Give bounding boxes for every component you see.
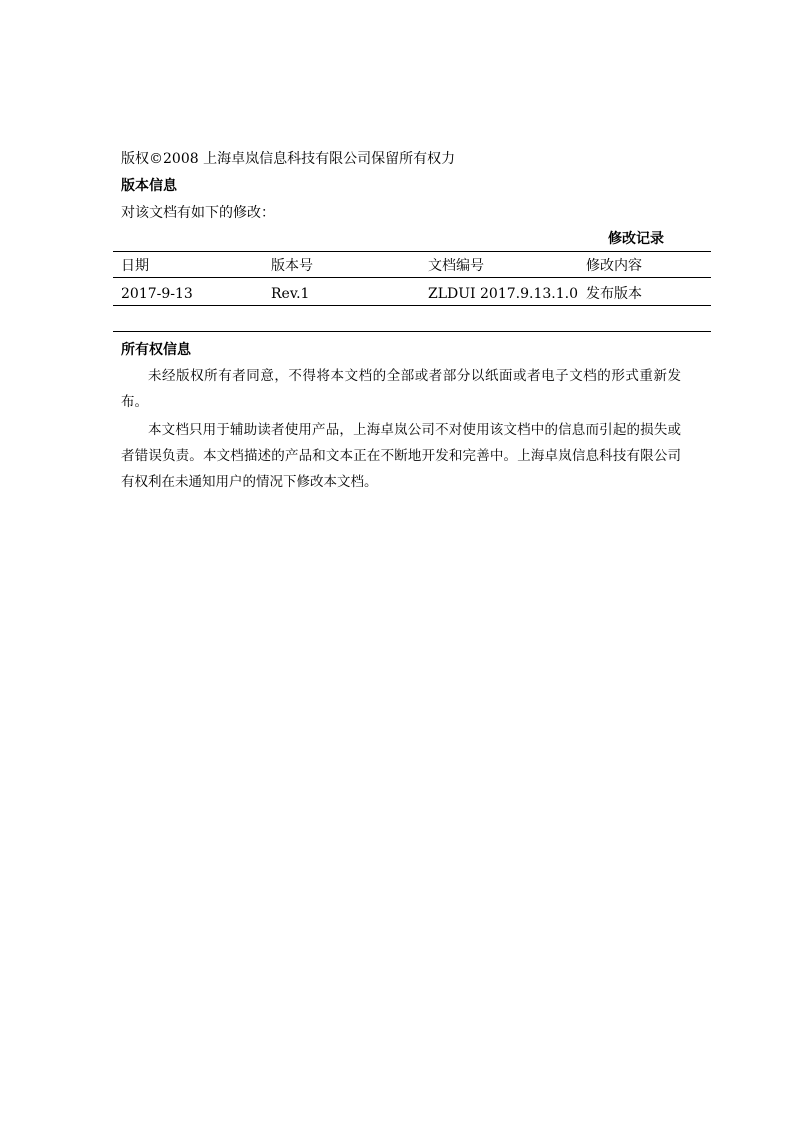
revision-table-caption: 修改记录: [608, 231, 664, 247]
header-date: 日期: [121, 258, 149, 274]
header-version: 版本号: [271, 258, 313, 274]
ownership-paragraph-1: 未经版权所有者同意，不得将本文档的全部或者部分以纸面或者电子文档的形式重新发布。: [121, 368, 681, 410]
row-change-content: 发布版本: [586, 286, 642, 302]
ownership-paragraph-2: 本文档只用于辅助读者使用产品，上海卓岚公司不对使用该文档中的信息而引起的损失或者错误负责。本文档描述的产品和文本正在不断地开发和完善中。上海卓岚信息科技有限公司有权利在未通知用户的情况下修改本文档。: [121, 422, 681, 490]
row-date: 2017-9-13: [121, 286, 193, 302]
row-version: Rev.1: [271, 286, 310, 302]
version-intro-text: 对该文档有如下的修改：: [121, 205, 275, 221]
table-top-rule: [113, 251, 711, 252]
row-doc-number: ZLDUI 2017.9.13.1.0: [428, 286, 578, 302]
table-header-rule: [113, 277, 711, 278]
table-bottom-rule: [113, 331, 711, 332]
header-change-content: 修改内容: [586, 258, 642, 274]
version-info-title: 版本信息: [121, 178, 177, 194]
table-body-rule: [113, 305, 711, 306]
header-doc-number: 文档编号: [428, 258, 484, 274]
copyright-notice: 版权©2008 上海卓岚信息科技有限公司保留所有权力: [121, 151, 456, 167]
ownership-info-title: 所有权信息: [121, 342, 191, 358]
